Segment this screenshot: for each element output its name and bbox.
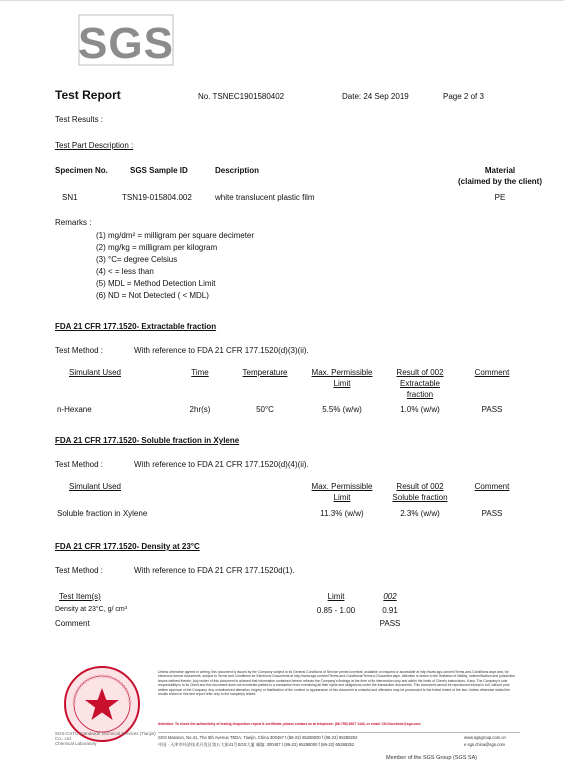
comment-value-cell: PASS [379, 619, 401, 628]
footer-website[interactable]: www.sgsgroup.com.cn [464, 735, 506, 740]
footer-attention: Attention: To check the authenticity of testing /inspection report & certificate, please contact us at telephone: (86-755) 8307 1443, or email: CN.Doccheck@sgs.com [158, 722, 421, 726]
top-rule [0, 0, 564, 1]
remark-item: (3) °C= degree Celsius [96, 255, 178, 264]
remark-item: (5) MDL = Method Detection Limit [96, 279, 216, 288]
comment-item-cell: Comment [55, 619, 90, 628]
description-cell: white translucent plastic film [215, 193, 315, 202]
col-max-limit-header-2: Limit [333, 379, 351, 388]
footer-email[interactable]: e sgs.china@sgs.com [464, 742, 506, 747]
report-title: Test Report [55, 88, 121, 102]
col-limit-header: Limit [327, 592, 345, 601]
stamp-caption-line: Chemical Laboratory [55, 741, 97, 746]
test-part-description-label: Test Part Description : [55, 141, 134, 150]
density-value-cell: 0.91 [382, 606, 398, 615]
col-sample-header: 002 [383, 592, 397, 601]
remarks-label: Remarks : [55, 218, 92, 227]
col-result-header: Result of 002 [396, 482, 444, 491]
material-header: Material [484, 166, 516, 175]
page-indicator: Page 2 of 3 [443, 92, 484, 101]
test-method-label: Test Method : [55, 566, 104, 575]
material-subheader: (claimed by the client) [457, 177, 543, 186]
temperature-cell: 50°C [256, 405, 274, 414]
col-temperature-header: Temperature [242, 368, 288, 377]
remark-item: (1) mg/dm² = milligram per square decimeter [96, 231, 255, 240]
test-method-value: With reference to FDA 21 CFR 177.1520d(1). [134, 566, 295, 575]
col-result-header-2: Soluble fraction [392, 493, 448, 502]
result-cell: 2.3% (w/w) [400, 509, 440, 518]
col-max-limit-header: Max. Permissible [311, 368, 373, 377]
col-result-header-2: Extractable [399, 379, 441, 388]
simulant-cell: Soluble fraction in Xylene [57, 509, 148, 518]
remark-item: (2) mg/kg = milligram per kilogram [96, 243, 218, 252]
time-cell: 2hr(s) [189, 405, 211, 414]
col-comment-header: Comment [474, 482, 510, 491]
col-max-limit-header-2: Limit [333, 493, 351, 502]
test-results-label: Test Results : [55, 115, 104, 124]
density-item-cell: Density at 23°C, g/ cm³ [55, 606, 128, 613]
simulant-cell: n-Hexane [57, 405, 92, 414]
test-method-label: Test Method : [55, 460, 104, 469]
limit-cell: 5.5% (w/w) [322, 405, 362, 414]
col-result-header: Result of 002 [396, 368, 444, 377]
footer-disclaimer: Unless otherwise agreed in writing, this document is issued by the Company subject to its General Conditions of Service printed overleaf, available on request or accessible at http://www.sgs.com/en/Terms-and-Conditions.aspx and, for electronic format documents, subject to Terms and Conditions for Electronic Documents at http://www.sgs.com/en/Terms-and-Conditions/Terms-e-Document.aspx. Attention is drawn to the limitation of liability, indemnification and jurisdiction issues defined therein. Any holder of this document is advised that information contained hereon reflects the Company's findings at the time of its intervention only and within the limits of Client's instructions, if any. The Company's sole responsibility is to its Client and this document does not exonerate parties to a transaction from exercising all their rights and obligations under the transaction documents. This document cannot be reproduced except in full, without prior written approval of the Company. Any unauthorized alteration, forgery or falsification of the content or appearance of this document is unlawful and offenders may be prosecuted to the fullest extent of the law. Unless otherwise stated the results shown in this test report refer only to the sample(s) tested. [158, 670, 516, 697]
stamp-caption [55, 731, 165, 746]
col-result-header-3: fraction [406, 390, 434, 399]
density-limit-cell: 0.85 - 1.00 [316, 606, 356, 615]
footer-address-en: SGS Mansion, No.41, The 5th Avenue TEDA, Tianjin, China 300457 t (86-22) 65288000 f (86-22) 65288252 [158, 735, 358, 740]
stamp-caption-line: SGS-CSTC Standards Technical Services (Tianjin) Co., Ltd. [55, 731, 156, 741]
report-number: No. TSNEC1901580402 [198, 92, 285, 101]
section-extractable-title: FDA 21 CFR 177.1520- Extractable fraction [55, 322, 217, 331]
col-time-header: Time [191, 368, 209, 377]
description-header: Description [215, 166, 260, 175]
footer-address-cn: 中国 · 天津市经济技术开发区第五大街41号SGS大厦 邮编: 300457 t (86-22) 65288000 f (86-22) 65288252 [158, 742, 355, 747]
col-comment-header: Comment [474, 368, 510, 377]
col-simulant-header: Simulant Used [68, 482, 122, 491]
col-test-item-header: Test Item(s) [59, 592, 101, 601]
remark-item: (6) ND = Not Detected ( < MDL) [96, 291, 209, 300]
result-cell: 1.0% (w/w) [400, 405, 440, 414]
test-method-label: Test Method : [55, 346, 104, 355]
sgs-logo [78, 14, 174, 66]
report-date: Date: 24 Sep 2019 [342, 92, 409, 101]
section-density-title: FDA 21 CFR 177.1520- Density at 23°C [55, 542, 200, 551]
test-method-value: With reference to FDA 21 CFR 177.1520(d)(3)(ii). [134, 346, 309, 355]
footer-divider [158, 732, 520, 733]
comment-cell: PASS [481, 405, 503, 414]
test-method-value: With reference to FDA 21 CFR 177.1520(d)(4)(ii). [134, 460, 309, 469]
sgs-logo-text: SGS [78, 19, 174, 66]
specimen-no-header: Specimen No. [55, 166, 108, 175]
material-cell: PE [494, 193, 506, 202]
footer-member: Member of the SGS Group (SGS SA) [386, 755, 478, 761]
sgs-sample-id-header: SGS Sample ID [130, 166, 188, 175]
remark-item: (4) < = less than [96, 267, 154, 276]
sample-id-cell: TSN19-015804.002 [122, 193, 192, 202]
col-simulant-header: Simulant Used [68, 368, 122, 377]
section-xylene-title: FDA 21 CFR 177.1520- Soluble fraction in Xylene [55, 436, 240, 445]
specimen-no-cell: SN1 [62, 193, 78, 202]
col-max-limit-header: Max. Permissible [311, 482, 373, 491]
limit-cell: 11.3% (w/w) [320, 509, 364, 518]
comment-cell: PASS [481, 509, 503, 518]
